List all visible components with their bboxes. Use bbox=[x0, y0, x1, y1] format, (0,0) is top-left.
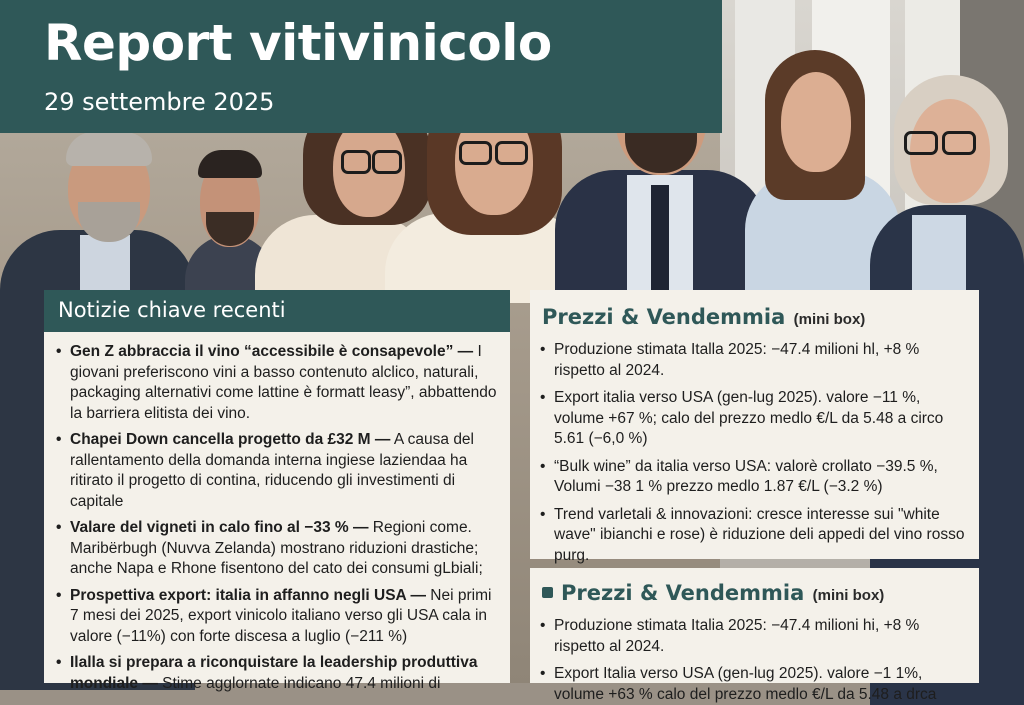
prices-box-title-note: (mini box) bbox=[793, 311, 866, 328]
news-list bbox=[44, 332, 510, 694]
news-panel-heading: Notizie chiave recenti bbox=[44, 290, 510, 332]
prices-item: • Export italia verso USA (gen-lug 2025). valore −11 %, volume +67 %; calo del prezzo medlo €/L da 5.48 a circo 5.61 (−6,0 %) bbox=[540, 388, 969, 450]
prices-box-title bbox=[530, 290, 979, 330]
news-item-body: Stime agglornate indicano 47.4 milioni di bbox=[157, 674, 441, 692]
prices-box-title bbox=[530, 568, 979, 606]
news-item bbox=[56, 653, 500, 694]
page-title: Report vitivinicolo bbox=[44, 14, 552, 72]
news-item-headline: Prospettiva export: italia in affanno negli USA — bbox=[70, 586, 426, 604]
prices-box-title-main: Prezzi & Vendemmia bbox=[542, 305, 786, 329]
prices-item: • Produzione stimata Italia 2025: −47.4 milioni hi, +8 % rispetto al 2024. bbox=[540, 616, 969, 657]
news-item-body: Nei primi 7 mesi dei 2025, export vinicolo italiano verso gli USA cala in valore (−11%) con forte discesa a luglio (−211 %) bbox=[70, 586, 492, 645]
prices-item: • Produzione stimata Italla 2025: −47.4 milioni hl, +8 % rispetto al 2024. bbox=[540, 340, 969, 381]
news-item bbox=[56, 586, 500, 648]
news-item bbox=[56, 518, 500, 580]
square-bullet-icon bbox=[542, 587, 553, 598]
news-item bbox=[56, 430, 500, 512]
prices-box-title-note: (mini box) bbox=[812, 587, 885, 604]
news-item-headline: Ilalla si prepara a riconquistare la leadership produttiva mondiale — bbox=[70, 654, 478, 692]
news-item bbox=[56, 342, 500, 424]
prices-item: • Export Italia verso USA (gen-lug 2025). valore −1 1%, volume +63 % calo del prezzo medlo €/L da 5.48 a drca bbox=[540, 664, 969, 705]
news-panel bbox=[44, 290, 510, 692]
prices-item: • Trend varletali & innovazioni: cresce interesse sui "white wave" ibianchi e rose) è riduzione deli appedi del vino rosso purg. bbox=[540, 505, 969, 567]
prices-box-title-main: Prezzi & Vendemmia bbox=[561, 581, 805, 605]
news-item-body: Regioni come. Maribërbugh (Nuvva Zelanda) mostrano riduzioni drastiche; anche Napa e Rhone fisentono del cato dei consumi gLbiali; bbox=[70, 519, 483, 577]
prices-item: • “Bulk wine” da italia verso USA: valorè crollato −39.5 %, Volumi −38 1 % prezzo medlo 1.87 €/L (−3.2 %) bbox=[540, 457, 969, 498]
news-item-headline: Gen Z abbraccia il vino “accessibile è consapevole” — bbox=[70, 343, 474, 360]
news-item-headline: Valare del vigneti in calo fino al −33 % — bbox=[70, 519, 369, 536]
prices-box-top bbox=[530, 290, 979, 564]
prices-list bbox=[530, 330, 979, 566]
news-item-body: A causa del rallentamento della domanda interna ingiese laziendaa ha ritirato il progetto di contina, riducendo gli investimenti di capitale bbox=[70, 431, 474, 510]
prices-box-bottom bbox=[530, 568, 979, 703]
prices-list bbox=[530, 606, 979, 705]
title-band bbox=[0, 0, 722, 133]
news-item-body: I giovani preferiscono vini a basso contenuto alclico, naturali, packaging alternativi come lattine è formatt leasy”, abbattendo la barriera elitista dei vino. bbox=[70, 343, 497, 422]
report-date: 29 settembre 2025 bbox=[44, 88, 275, 116]
news-item-headline: Chapei Down cancella progetto da £32 M — bbox=[70, 431, 391, 448]
